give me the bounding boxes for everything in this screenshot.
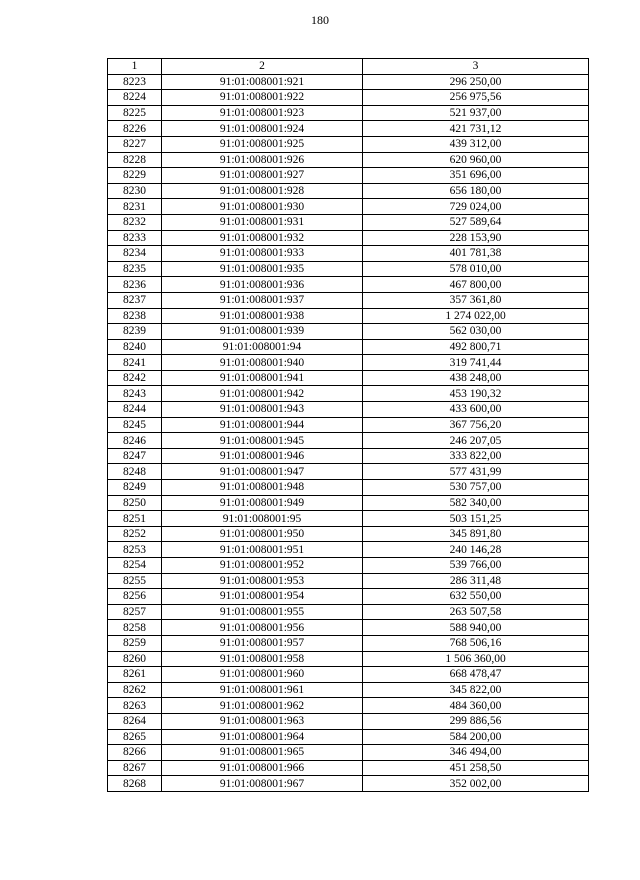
cadastral-number-cell: 91:01:008001:966 xyxy=(162,760,363,776)
cadastral-number-cell: 91:01:008001:949 xyxy=(162,495,363,511)
table-row xyxy=(108,324,589,340)
value-cell: 584 200,00 xyxy=(363,729,589,745)
value-cell: 1 506 360,00 xyxy=(363,651,589,667)
row-number-cell: 8228 xyxy=(108,152,162,168)
row-number-cell: 8230 xyxy=(108,183,162,199)
table-row xyxy=(108,136,589,152)
cadastral-number-cell: 91:01:008001:937 xyxy=(162,292,363,308)
row-number-cell: 8235 xyxy=(108,261,162,277)
cadastral-number-cell: 91:01:008001:927 xyxy=(162,168,363,184)
row-number-cell: 8267 xyxy=(108,760,162,776)
value-cell: 296 250,00 xyxy=(363,74,589,90)
row-number-cell: 8263 xyxy=(108,698,162,714)
value-cell: 729 024,00 xyxy=(363,199,589,215)
value-cell: 351 696,00 xyxy=(363,168,589,184)
cadastral-number-cell: 91:01:008001:922 xyxy=(162,90,363,106)
value-cell: 352 002,00 xyxy=(363,776,589,792)
row-number-cell: 8240 xyxy=(108,339,162,355)
row-number-cell: 8259 xyxy=(108,635,162,651)
table-row xyxy=(108,526,589,542)
row-number-cell: 8227 xyxy=(108,136,162,152)
table-row xyxy=(108,339,589,355)
value-cell: 620 960,00 xyxy=(363,152,589,168)
value-cell: 503 151,25 xyxy=(363,511,589,527)
table-row xyxy=(108,292,589,308)
cadastral-number-cell: 91:01:008001:94 xyxy=(162,339,363,355)
value-cell: 484 360,00 xyxy=(363,698,589,714)
cadastral-number-cell: 91:01:008001:964 xyxy=(162,729,363,745)
value-cell: 438 248,00 xyxy=(363,370,589,386)
value-cell: 632 550,00 xyxy=(363,589,589,605)
row-number-cell: 8249 xyxy=(108,480,162,496)
value-cell: 299 886,56 xyxy=(363,713,589,729)
value-cell: 433 600,00 xyxy=(363,402,589,418)
row-number-cell: 8226 xyxy=(108,121,162,137)
value-cell: 367 756,20 xyxy=(363,417,589,433)
row-number-cell: 8264 xyxy=(108,713,162,729)
table-row xyxy=(108,277,589,293)
row-number-cell: 8234 xyxy=(108,246,162,262)
value-cell: 768 506,16 xyxy=(363,635,589,651)
cadastral-number-cell: 91:01:008001:955 xyxy=(162,604,363,620)
row-number-cell: 8233 xyxy=(108,230,162,246)
table-row xyxy=(108,620,589,636)
table-row xyxy=(108,246,589,262)
cadastral-number-cell: 91:01:008001:925 xyxy=(162,136,363,152)
table-row xyxy=(108,464,589,480)
table-row xyxy=(108,745,589,761)
cadastral-number-cell: 91:01:008001:947 xyxy=(162,464,363,480)
value-cell: 246 207,05 xyxy=(363,433,589,449)
row-number-cell: 8224 xyxy=(108,90,162,106)
row-number-cell: 8247 xyxy=(108,448,162,464)
row-number-cell: 8246 xyxy=(108,433,162,449)
column-header-3: 3 xyxy=(363,59,589,75)
cadastral-number-cell: 91:01:008001:926 xyxy=(162,152,363,168)
value-cell: 588 940,00 xyxy=(363,620,589,636)
table-row xyxy=(108,760,589,776)
table-row xyxy=(108,386,589,402)
value-cell: 521 937,00 xyxy=(363,105,589,121)
table-row xyxy=(108,729,589,745)
table-row xyxy=(108,152,589,168)
value-cell: 345 891,80 xyxy=(363,526,589,542)
row-number-cell: 8245 xyxy=(108,417,162,433)
row-number-cell: 8237 xyxy=(108,292,162,308)
row-number-cell: 8261 xyxy=(108,667,162,683)
table-row xyxy=(108,698,589,714)
value-cell: 346 494,00 xyxy=(363,745,589,761)
value-cell: 357 361,80 xyxy=(363,292,589,308)
row-number-cell: 8255 xyxy=(108,573,162,589)
cadastral-number-cell: 91:01:008001:941 xyxy=(162,370,363,386)
table-row xyxy=(108,230,589,246)
value-cell: 668 478,47 xyxy=(363,667,589,683)
table-row xyxy=(108,433,589,449)
row-number-cell: 8225 xyxy=(108,105,162,121)
row-number-cell: 8236 xyxy=(108,277,162,293)
cadastral-number-cell: 91:01:008001:948 xyxy=(162,480,363,496)
value-cell: 656 180,00 xyxy=(363,183,589,199)
value-cell: 345 822,00 xyxy=(363,682,589,698)
table-row xyxy=(108,370,589,386)
row-number-cell: 8244 xyxy=(108,402,162,418)
table-row xyxy=(108,558,589,574)
table-row xyxy=(108,776,589,792)
table-row xyxy=(108,635,589,651)
row-number-cell: 8239 xyxy=(108,324,162,340)
row-number-cell: 8258 xyxy=(108,620,162,636)
row-number-cell: 8242 xyxy=(108,370,162,386)
cadastral-number-cell: 91:01:008001:924 xyxy=(162,121,363,137)
cadastral-number-cell: 91:01:008001:921 xyxy=(162,74,363,90)
value-cell: 562 030,00 xyxy=(363,324,589,340)
value-cell: 333 822,00 xyxy=(363,448,589,464)
table-row xyxy=(108,105,589,121)
cadastral-number-cell: 91:01:008001:945 xyxy=(162,433,363,449)
cadastral-number-cell: 91:01:008001:952 xyxy=(162,558,363,574)
cadastral-number-cell: 91:01:008001:939 xyxy=(162,324,363,340)
table-header-row xyxy=(108,59,589,75)
value-cell: 1 274 022,00 xyxy=(363,308,589,324)
cadastral-number-cell: 91:01:008001:967 xyxy=(162,776,363,792)
value-cell: 256 975,56 xyxy=(363,90,589,106)
value-cell: 530 757,00 xyxy=(363,480,589,496)
cadastral-number-cell: 91:01:008001:928 xyxy=(162,183,363,199)
table-row xyxy=(108,168,589,184)
cadastral-number-cell: 91:01:008001:943 xyxy=(162,402,363,418)
cadastral-number-cell: 91:01:008001:931 xyxy=(162,214,363,230)
table-row xyxy=(108,511,589,527)
value-cell: 467 800,00 xyxy=(363,277,589,293)
cadastral-number-cell: 91:01:008001:956 xyxy=(162,620,363,636)
cadastral-number-cell: 91:01:008001:944 xyxy=(162,417,363,433)
value-cell: 401 781,38 xyxy=(363,246,589,262)
table-row xyxy=(108,713,589,729)
table-row xyxy=(108,651,589,667)
value-cell: 319 741,44 xyxy=(363,355,589,371)
row-number-cell: 8252 xyxy=(108,526,162,542)
value-cell: 492 800,71 xyxy=(363,339,589,355)
row-number-cell: 8268 xyxy=(108,776,162,792)
table-row xyxy=(108,74,589,90)
table-body xyxy=(108,74,589,791)
table-row xyxy=(108,199,589,215)
cadastral-number-cell: 91:01:008001:942 xyxy=(162,386,363,402)
table-row xyxy=(108,589,589,605)
table-row xyxy=(108,682,589,698)
row-number-cell: 8253 xyxy=(108,542,162,558)
value-cell: 582 340,00 xyxy=(363,495,589,511)
row-number-cell: 8229 xyxy=(108,168,162,184)
table-row xyxy=(108,308,589,324)
column-header-1: 1 xyxy=(108,59,162,75)
value-cell: 527 589,64 xyxy=(363,214,589,230)
cadastral-number-cell: 91:01:008001:936 xyxy=(162,277,363,293)
table-row xyxy=(108,542,589,558)
row-number-cell: 8266 xyxy=(108,745,162,761)
row-number-cell: 8231 xyxy=(108,199,162,215)
row-number-cell: 8251 xyxy=(108,511,162,527)
cadastral-number-cell: 91:01:008001:957 xyxy=(162,635,363,651)
cadastral-number-cell: 91:01:008001:962 xyxy=(162,698,363,714)
row-number-cell: 8232 xyxy=(108,214,162,230)
row-number-cell: 8243 xyxy=(108,386,162,402)
value-cell: 240 146,28 xyxy=(363,542,589,558)
cadastral-number-cell: 91:01:008001:958 xyxy=(162,651,363,667)
cadastral-number-cell: 91:01:008001:951 xyxy=(162,542,363,558)
cadastral-number-cell: 91:01:008001:940 xyxy=(162,355,363,371)
cadastral-value-table xyxy=(107,58,589,792)
cadastral-number-cell: 91:01:008001:938 xyxy=(162,308,363,324)
value-cell: 539 766,00 xyxy=(363,558,589,574)
table-row xyxy=(108,495,589,511)
value-cell: 577 431,99 xyxy=(363,464,589,480)
row-number-cell: 8238 xyxy=(108,308,162,324)
value-cell: 228 153,90 xyxy=(363,230,589,246)
cadastral-number-cell: 91:01:008001:933 xyxy=(162,246,363,262)
value-cell: 578 010,00 xyxy=(363,261,589,277)
cadastral-number-cell: 91:01:008001:923 xyxy=(162,105,363,121)
row-number-cell: 8265 xyxy=(108,729,162,745)
table-row xyxy=(108,90,589,106)
column-header-2: 2 xyxy=(162,59,363,75)
table-row xyxy=(108,417,589,433)
value-cell: 263 507,58 xyxy=(363,604,589,620)
table-row xyxy=(108,667,589,683)
table-row xyxy=(108,604,589,620)
value-cell: 421 731,12 xyxy=(363,121,589,137)
value-cell: 453 190,32 xyxy=(363,386,589,402)
row-number-cell: 8241 xyxy=(108,355,162,371)
cadastral-number-cell: 91:01:008001:963 xyxy=(162,713,363,729)
row-number-cell: 8257 xyxy=(108,604,162,620)
value-cell: 451 258,50 xyxy=(363,760,589,776)
cadastral-number-cell: 91:01:008001:95 xyxy=(162,511,363,527)
row-number-cell: 8256 xyxy=(108,589,162,605)
cadastral-number-cell: 91:01:008001:954 xyxy=(162,589,363,605)
table-row xyxy=(108,480,589,496)
table-row xyxy=(108,214,589,230)
cadastral-number-cell: 91:01:008001:953 xyxy=(162,573,363,589)
row-number-cell: 8223 xyxy=(108,74,162,90)
cadastral-number-cell: 91:01:008001:935 xyxy=(162,261,363,277)
page-number: 180 xyxy=(311,13,329,27)
table-row xyxy=(108,183,589,199)
row-number-cell: 8262 xyxy=(108,682,162,698)
cadastral-number-cell: 91:01:008001:946 xyxy=(162,448,363,464)
table-row xyxy=(108,355,589,371)
row-number-cell: 8250 xyxy=(108,495,162,511)
value-cell: 286 311,48 xyxy=(363,573,589,589)
cadastral-number-cell: 91:01:008001:950 xyxy=(162,526,363,542)
table-row xyxy=(108,402,589,418)
row-number-cell: 8248 xyxy=(108,464,162,480)
table-row xyxy=(108,448,589,464)
cadastral-number-cell: 91:01:008001:932 xyxy=(162,230,363,246)
value-cell: 439 312,00 xyxy=(363,136,589,152)
table-row xyxy=(108,573,589,589)
table-row xyxy=(108,121,589,137)
row-number-cell: 8254 xyxy=(108,558,162,574)
row-number-cell: 8260 xyxy=(108,651,162,667)
cadastral-number-cell: 91:01:008001:930 xyxy=(162,199,363,215)
cadastral-number-cell: 91:01:008001:960 xyxy=(162,667,363,683)
table-row xyxy=(108,261,589,277)
cadastral-number-cell: 91:01:008001:961 xyxy=(162,682,363,698)
cadastral-number-cell: 91:01:008001:965 xyxy=(162,745,363,761)
